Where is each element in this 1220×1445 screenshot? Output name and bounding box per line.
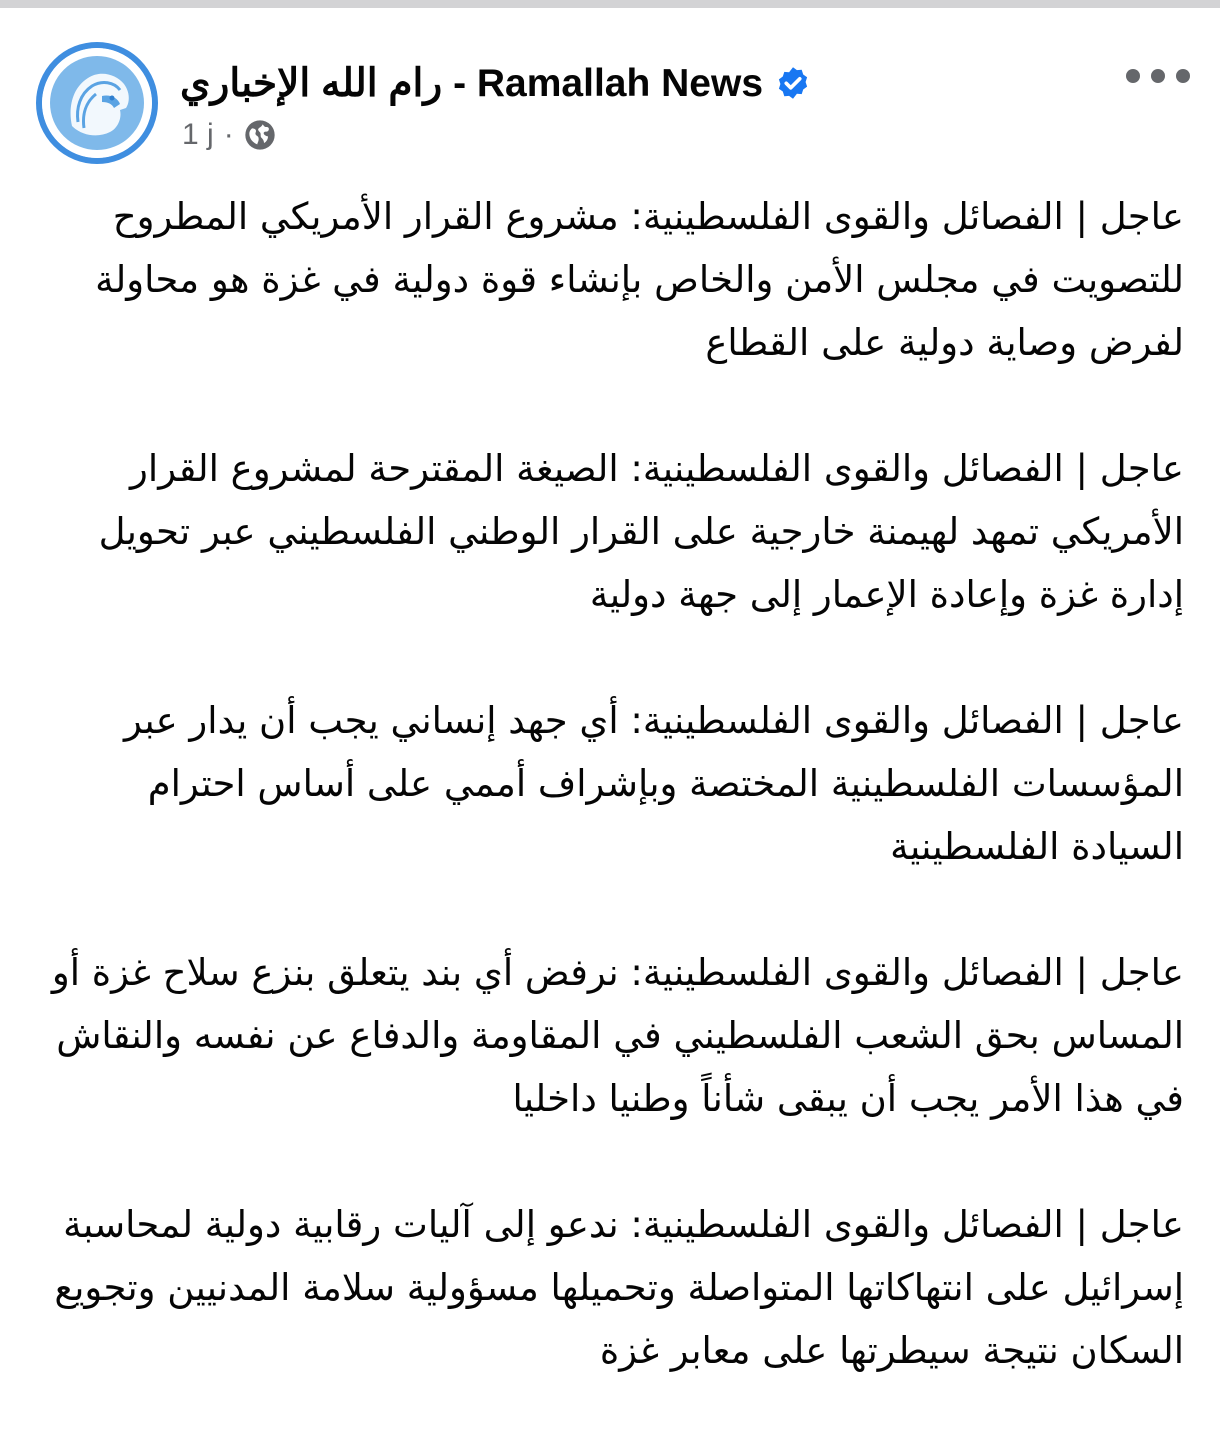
top-divider xyxy=(0,0,1220,8)
dot xyxy=(1176,69,1190,83)
verified-badge-icon xyxy=(775,65,811,101)
post-header xyxy=(0,8,1220,178)
post-paragraph: عاجل | الفصائل والقوى الفلسطينية: الصيغة المقترحة لمشروع القرار الأمريكي تمهد لهيمنة خارجية على القرار الوطني الفلسطيني عبر تحويل إدارة غزة وإعادة الإعمار إلى جهة دولية xyxy=(98,447,1184,616)
more-options-icon[interactable] xyxy=(1126,60,1190,92)
post-paragraph: عاجل | الفصائل والقوى الفلسطينية: ندعو إلى آليات رقابية دولية لمحاسبة إسرائيل على انتهاكاتها المتواصلة وتحميلها مسؤولية سلامة المدنيين وتجويع السكان نتيجة سيطرتها على معابر غزة xyxy=(54,1203,1184,1372)
page-name-row xyxy=(180,48,811,118)
lion-logo-icon xyxy=(42,48,152,158)
post-body xyxy=(36,185,1184,1445)
post-meta xyxy=(182,118,276,152)
post-paragraph: عاجل | الفصائل والقوى الفلسطينية: مشروع القرار الأمريكي المطروح للتصويت في مجلس الأمن والخاص بإنشاء قوة دولية في غزة هو محاولة لفرض وصاية دولية على القطاع xyxy=(95,195,1184,364)
page-avatar[interactable] xyxy=(36,42,158,164)
page-name[interactable]: رام الله الإخباري - Ramallah News xyxy=(180,61,764,105)
post-paragraph: عاجل | الفصائل والقوى الفلسطينية: أي جهد إنساني يجب أن يدار عبر المؤسسات الفلسطينية المختصة وبإشراف أممي على أساس احترام السيادة الفلسطينية xyxy=(124,699,1184,868)
post-paragraph: عاجل | الفصائل والقوى الفلسطينية: نرفض أي بند يتعلق بنزع سلاح غزة أو المساس بحق الشعب الفلسطيني في المقاومة والدفاع عن نفسه والنقاش في هذا الأمر يجب أن يبقى شأناً وطنيا داخليا xyxy=(51,951,1184,1120)
dot xyxy=(1126,69,1140,83)
post-timestamp[interactable]: 1 j xyxy=(182,118,214,151)
dot xyxy=(1151,69,1165,83)
globe-icon[interactable] xyxy=(244,119,276,151)
meta-separator: · xyxy=(223,118,234,151)
